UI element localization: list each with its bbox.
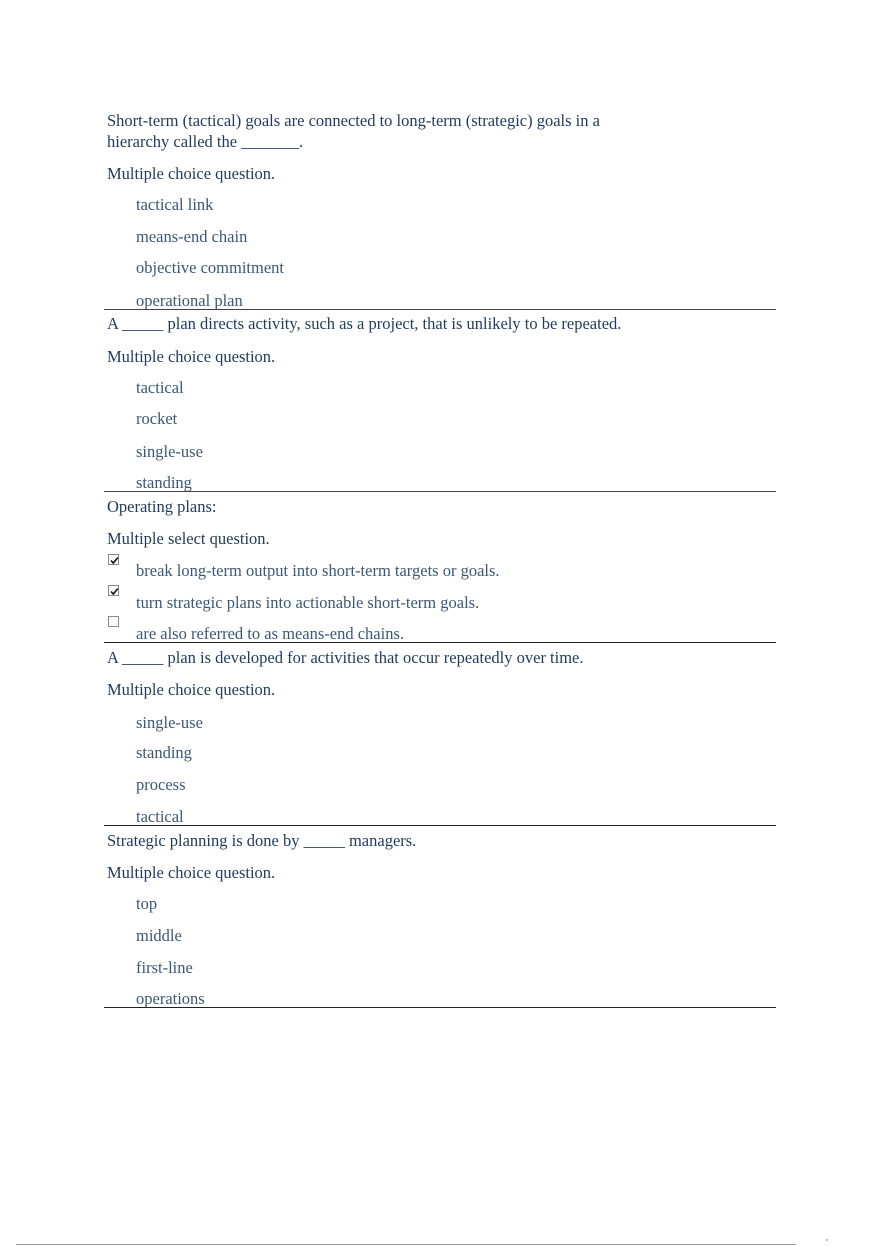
question-3-option-1[interactable]: break long-term output into short-term targets or goals. [136,561,500,580]
question-4-option-2[interactable]: standing [136,743,192,762]
question-5-type: Multiple choice question. [107,863,276,882]
question-divider [104,642,776,643]
question-divider [104,491,776,492]
page-footer-rule [16,1244,796,1245]
question-4-option-1[interactable]: single-use [136,713,203,732]
question-divider [104,1007,776,1008]
question-3-checkbox-1[interactable] [108,554,119,565]
question-1-prompt-line-1: Short-term (tactical) goals are connected to long-term (strategic) goals in a [107,111,600,130]
question-divider [104,309,776,310]
question-3-option-2[interactable]: turn strategic plans into actionable short-term goals. [136,593,480,612]
question-3-option-3[interactable]: are also referred to as means-end chains. [136,624,404,643]
question-1-type: Multiple choice question. [107,164,276,183]
question-4-prompt: A _____ plan is developed for activities that occur repeatedly over time. [107,648,584,667]
question-4-type: Multiple choice question. [107,680,276,699]
question-5-option-3[interactable]: first-line [136,958,193,977]
question-2-option-1[interactable]: tactical [136,378,184,397]
question-2-option-3[interactable]: single-use [136,442,203,461]
question-1-prompt-line-2: hierarchy called the _______. [107,132,304,151]
question-4-option-3[interactable]: process [136,775,186,794]
question-5-option-2[interactable]: middle [136,926,182,945]
question-divider [104,825,776,826]
question-3-type: Multiple select question. [107,529,270,548]
question-2-prompt: A _____ plan directs activity, such as a project, that is unlikely to be repeated. [107,314,622,333]
question-3-prompt: Operating plans: [107,497,217,516]
page-footer-mark [826,1239,828,1241]
question-2-type: Multiple choice question. [107,347,276,366]
question-2-option-4[interactable]: standing [136,473,192,492]
question-2-option-2[interactable]: rocket [136,409,178,428]
question-1-option-2[interactable]: means-end chain [136,227,248,246]
question-3-checkbox-2[interactable] [108,585,119,596]
question-4-option-4[interactable]: tactical [136,807,184,826]
question-1-option-1[interactable]: tactical link [136,195,214,214]
question-3-checkbox-3[interactable] [108,616,119,627]
question-1-option-4[interactable]: operational plan [136,291,243,310]
checkmark-icon [109,586,120,597]
checkmark-icon [109,555,120,566]
question-5-option-1[interactable]: top [136,894,158,913]
question-5-prompt: Strategic planning is done by _____ managers. [107,831,417,850]
question-5-option-4[interactable]: operations [136,989,205,1008]
question-1-option-3[interactable]: objective commitment [136,258,285,277]
